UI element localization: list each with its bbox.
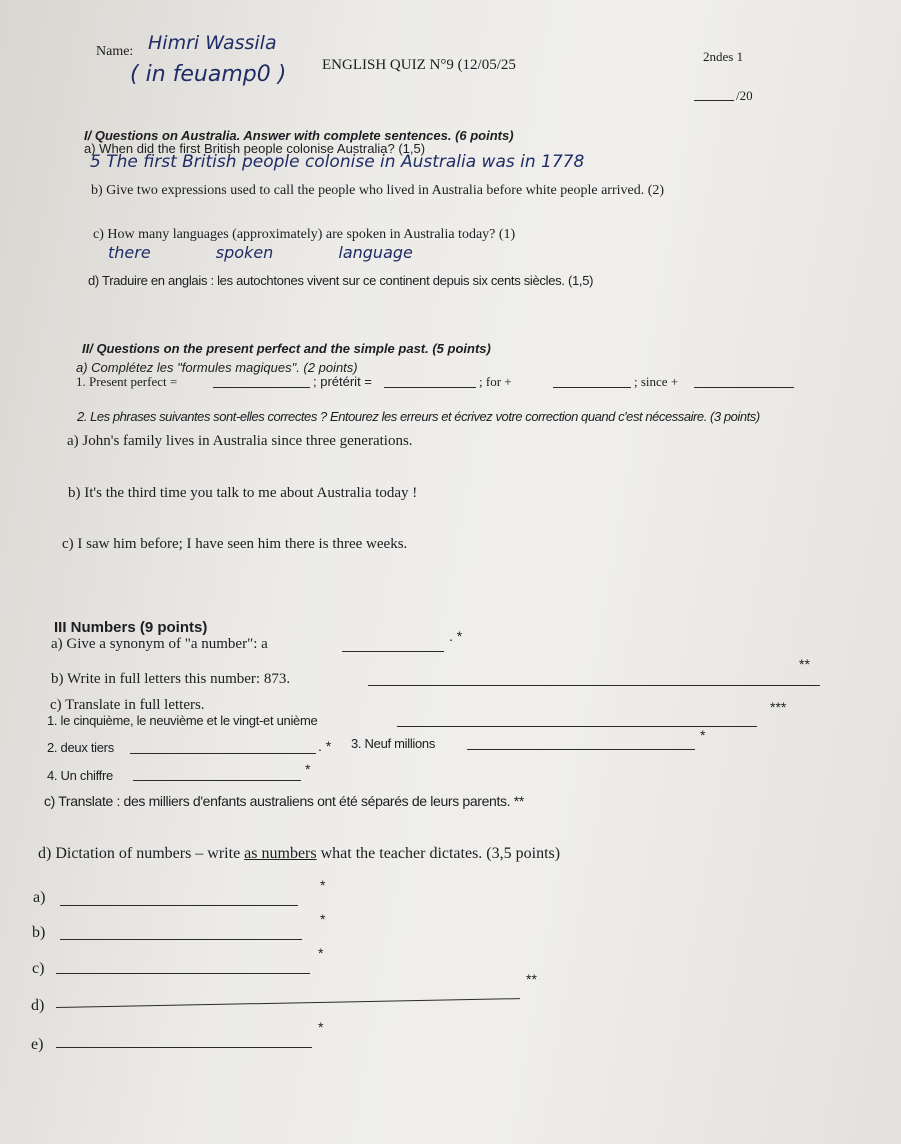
part2-heading: II/ Questions on the present perfect and the simple past. (5 points) [82, 341, 491, 356]
part3-b-star: ** [799, 656, 810, 672]
sentence-a: a) John's family lives in Australia since three generations. [67, 433, 413, 449]
dictation-blank-c[interactable] [56, 973, 310, 974]
dictation-label-c: c) [32, 960, 45, 977]
translate-ordinals-star: *** [770, 699, 787, 715]
formula-since-blank[interactable] [694, 387, 794, 388]
dictation-star-a: * [320, 877, 326, 893]
formula-preterit-label: ; prétérit = [313, 374, 372, 389]
score-blank[interactable] [694, 100, 734, 101]
translate-a-digit-label: 4. Un chiffre [47, 768, 113, 783]
part3-a-star: . * [449, 628, 463, 644]
translate-a-digit-star: * [305, 761, 311, 777]
dictation-instruction [38, 846, 560, 862]
part1-question-d: d) Traduire en anglais : les autochtones vivent sur ce continent depuis six cents siècles. (1,5) [88, 273, 594, 288]
dictation-blank-d[interactable] [56, 998, 520, 1008]
formula-present-perfect-blank[interactable] [213, 387, 310, 388]
part1-question-a: a) When did the first British people colonise Australia? (1,5) [84, 141, 426, 156]
dictation-label-d: d) [31, 997, 45, 1014]
part2-sub-a: a) Complétez les "formules magiques". (2 points) [76, 360, 358, 375]
formula-for-label: ; for + [479, 374, 512, 389]
part3-question-c: c) Translate in full letters. [50, 697, 205, 713]
dictation-star-b: * [320, 911, 326, 927]
translate-nine-million-label: 3. Neuf millions [351, 736, 436, 751]
quiz-title: ENGLISH QUIZ N°9 (12/05/25 [322, 57, 516, 73]
part1-question-c: c) How many languages (approximately) are spoken in Australia today? (1) [93, 227, 516, 242]
dictation-instruction-end: what the teacher dictates. (3,5 points) [316, 845, 561, 862]
part3-answer-a-blank[interactable] [342, 651, 444, 652]
dictation-blank-b[interactable] [60, 939, 302, 940]
translate-ordinals-label: 1. le cinquième, le neuvième et le vingt-et unième [47, 713, 318, 728]
part2-sub-2: 2. Les phrases suivantes sont-elles correctes ? Entourez les erreurs et écrivez votre correction quand c'est nécessaire. (3 points) [77, 409, 760, 424]
translate-a-digit-blank[interactable] [133, 780, 301, 781]
sentence-b: b) It's the third time you talk to me about Australia today ! [68, 485, 418, 501]
class-level: 2ndes 1 [703, 49, 744, 64]
dictation-star-e: * [318, 1019, 324, 1035]
dictation-label-b: b) [32, 924, 46, 941]
dictation-star-d: ** [526, 971, 537, 987]
formula-preterit-blank[interactable] [384, 387, 476, 388]
student-name: Himri Wassila [148, 32, 277, 54]
translate-nine-million-star: * [700, 727, 706, 743]
part3-answer-b-blank[interactable] [368, 685, 820, 686]
dictation-label-a: a) [33, 889, 46, 906]
formula-present-perfect-label: 1. Present perfect = [76, 374, 178, 389]
translate-two-thirds-blank[interactable] [130, 753, 316, 754]
translate-sentence-label: c) Translate : des milliers d'enfants australiens ont été séparés de leurs parents. ** [44, 793, 524, 809]
part1-heading: I/ Questions on Australia. Answer with complete sentences. (6 points) [84, 128, 514, 143]
formula-since-label: ; since + [634, 374, 679, 389]
dictation-blank-e[interactable] [56, 1047, 312, 1048]
translate-nine-million-blank[interactable] [467, 749, 695, 750]
part3-question-a: a) Give a synonym of "a number": a [51, 636, 268, 652]
dictation-instruction-emphasis: as numbers [244, 845, 317, 862]
part1-answer-c: there spoken language [108, 243, 413, 262]
sentence-c: c) I saw him before; I have seen him there is three weeks. [62, 536, 408, 552]
part1-answer-a: 5 The first British people colonise in Australia was in 1778 [90, 152, 585, 172]
part1-question-b: b) Give two expressions used to call the people who lived in Australia before white people arrived. (2) [91, 183, 665, 198]
translate-two-thirds-star: . * [318, 738, 332, 754]
score-total: /20 [736, 88, 753, 103]
formula-for-blank[interactable] [553, 387, 631, 388]
dictation-blank-a[interactable] [60, 905, 298, 906]
dictation-instruction-start: d) Dictation of numbers – write [38, 845, 245, 862]
translate-two-thirds-label: 2. deux tiers [47, 740, 114, 755]
dictation-star-c: * [318, 945, 324, 961]
part3-question-b: b) Write in full letters this number: 873. [51, 671, 291, 687]
name-label: Name: [96, 44, 134, 59]
dictation-label-e: e) [31, 1036, 44, 1053]
student-group: ( in feuamp0 ) [130, 62, 287, 87]
part3-heading: III Numbers (9 points) [54, 619, 208, 636]
